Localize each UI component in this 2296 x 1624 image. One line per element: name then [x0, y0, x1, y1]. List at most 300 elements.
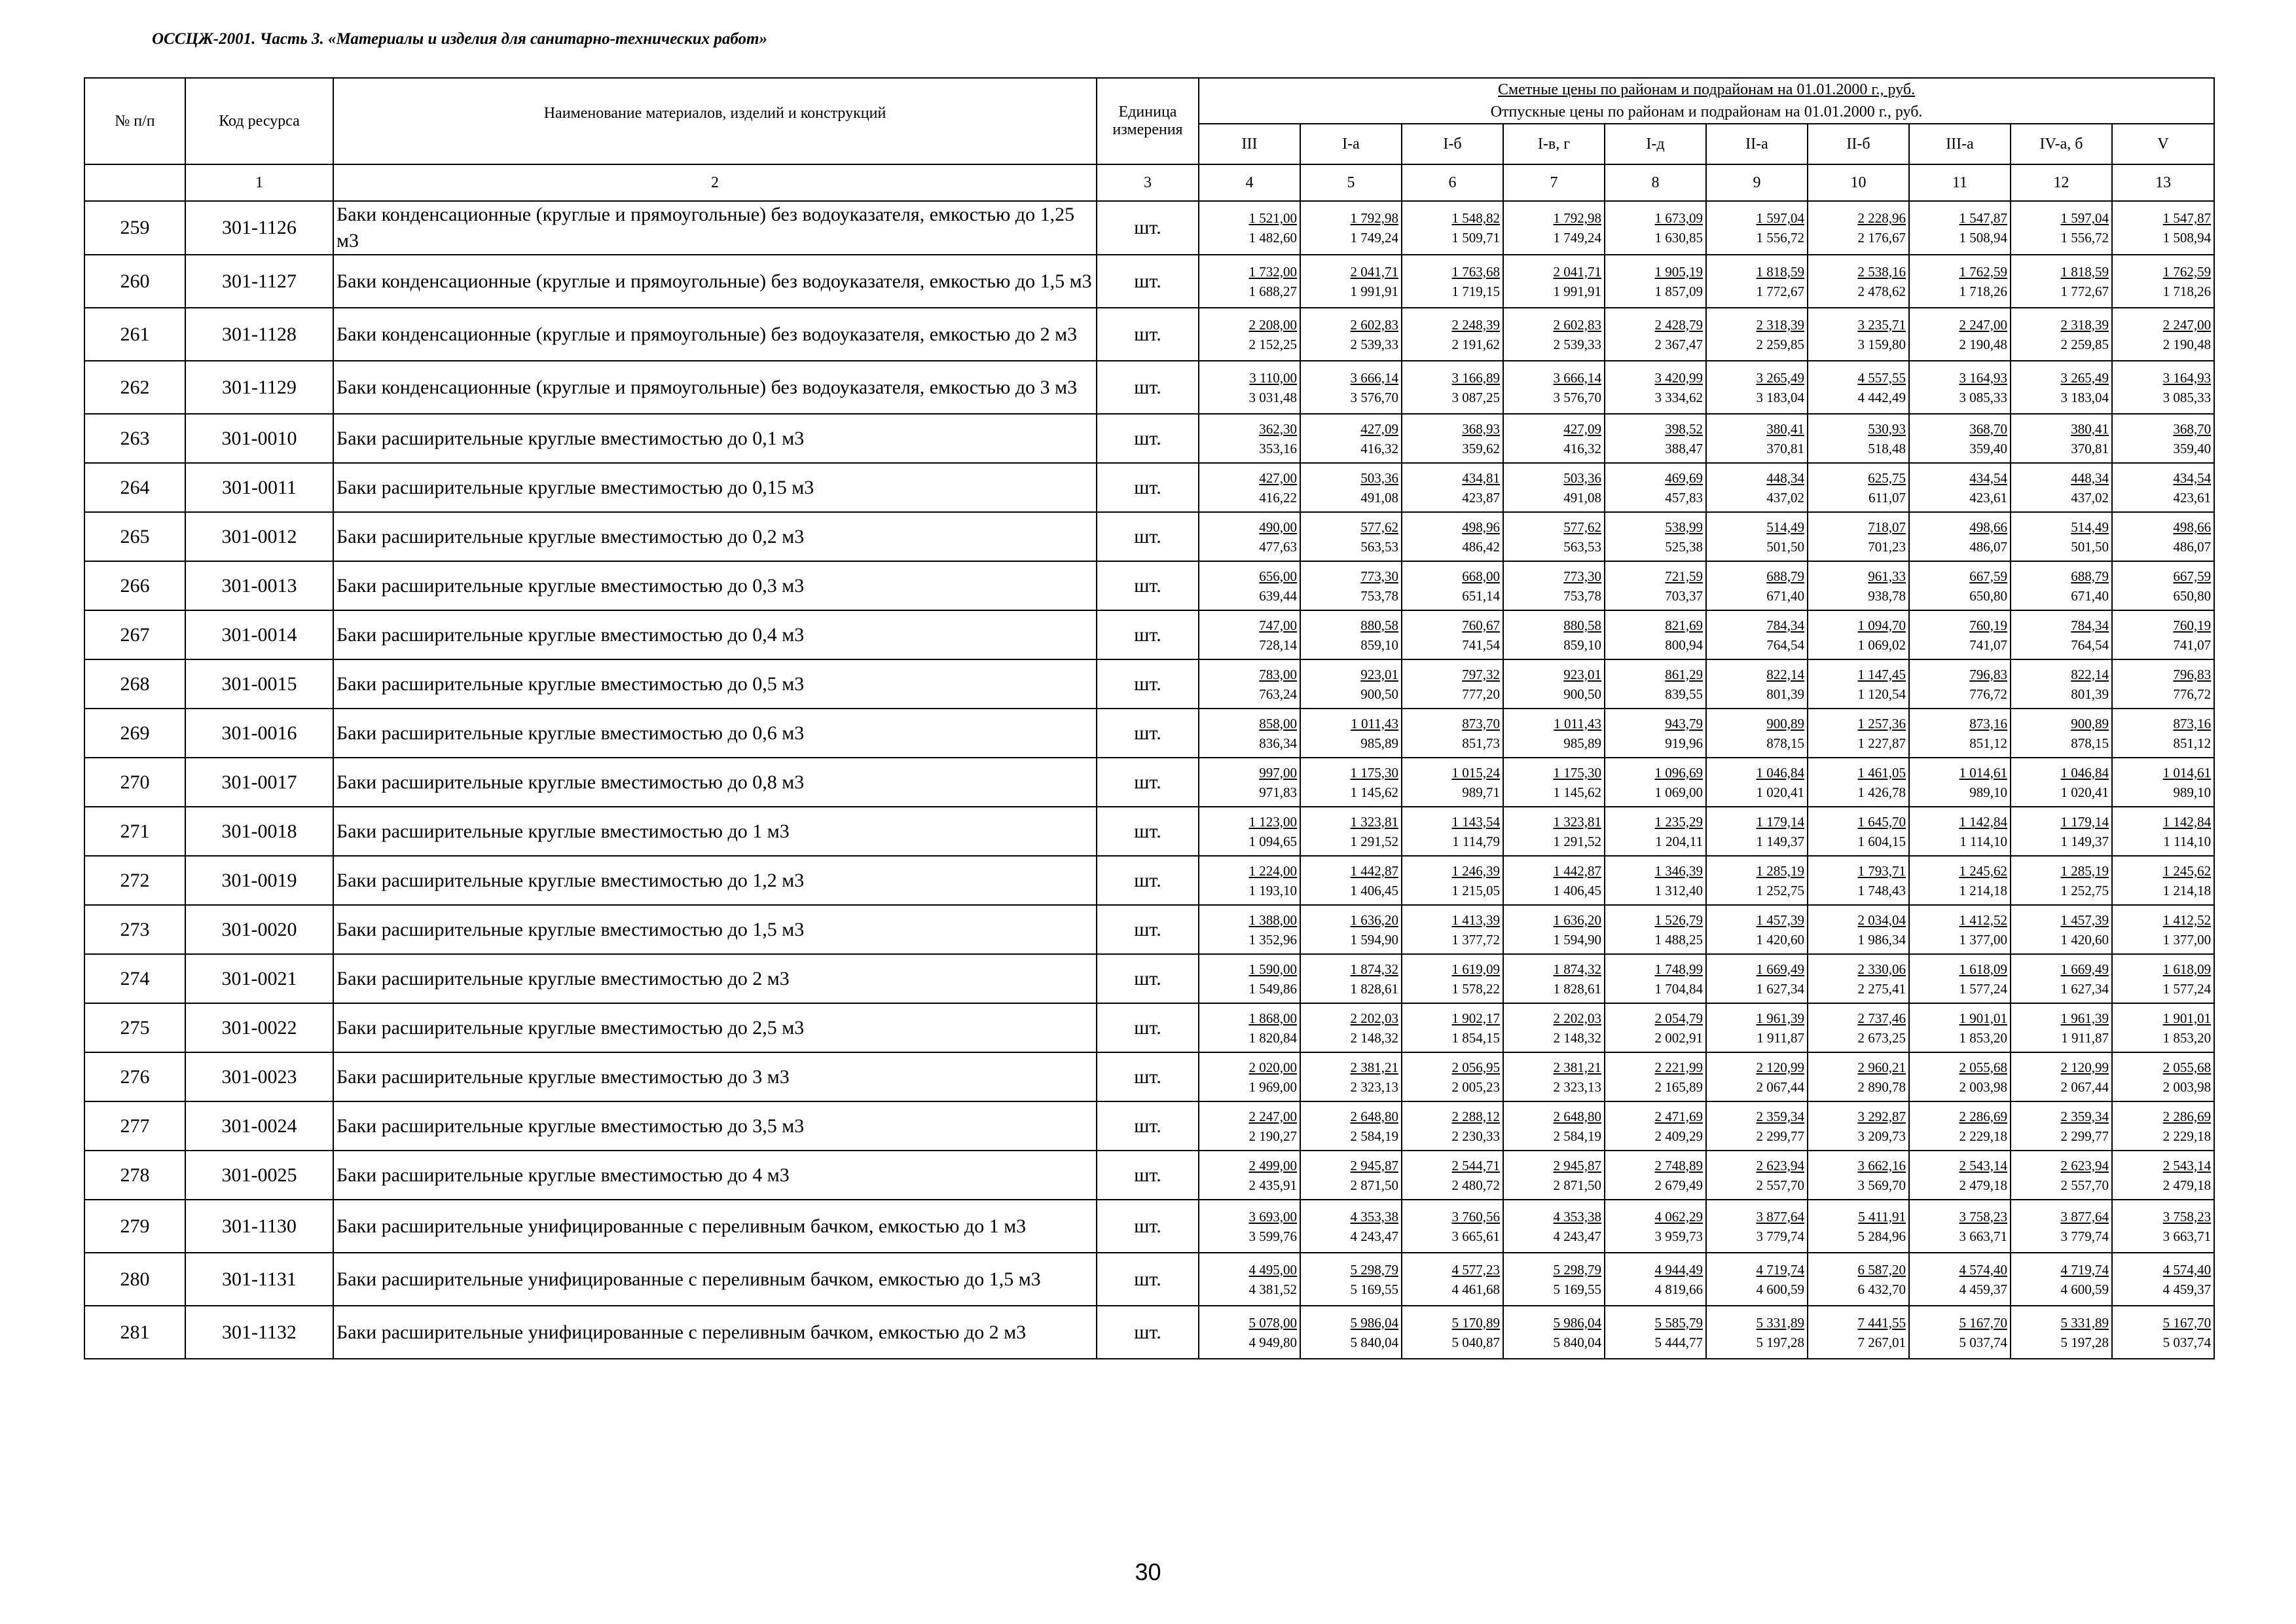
estimate-price: 3 420,99 — [1654, 369, 1703, 386]
estimate-price: 7 441,55 — [1857, 1314, 1906, 1331]
price-cell — [1402, 954, 1503, 1003]
estimate-price: 688,79 — [2071, 568, 2109, 584]
estimate-price: 1 645,70 — [1857, 813, 1906, 830]
price-cell — [1402, 361, 1503, 414]
release-price: 3 183,04 — [2060, 389, 2109, 405]
price-cell — [1199, 709, 1300, 758]
estimate-price: 2 288,12 — [1451, 1108, 1500, 1124]
price-cell — [1909, 1200, 2011, 1253]
estimate-price: 2 381,21 — [1553, 1059, 1601, 1075]
table-row — [84, 807, 2214, 856]
estimate-price: 1 412,52 — [2162, 912, 2212, 928]
estimate-price: 1 793,71 — [1857, 862, 1906, 879]
price-cell — [1909, 414, 2011, 463]
estimate-price: 1 901,01 — [1959, 1010, 2007, 1026]
release-price: 3 599,76 — [1248, 1228, 1297, 1244]
column-number: 1 — [185, 164, 333, 201]
estimate-price: 368,70 — [2173, 420, 2212, 437]
estimate-price: 4 944,49 — [1654, 1261, 1703, 1278]
release-price: 985,89 — [1360, 735, 1398, 751]
price-cell — [1402, 1151, 1503, 1200]
price-cell — [1402, 1101, 1503, 1151]
table-row — [84, 1151, 2214, 1200]
estimate-price: 1 224,00 — [1248, 862, 1297, 879]
price-cell — [1199, 1151, 1300, 1200]
release-price: 1 749,24 — [1350, 230, 1398, 246]
estimate-price: 2 471,69 — [1654, 1108, 1703, 1124]
price-cell — [2011, 1200, 2112, 1253]
header-prices — [1199, 78, 2214, 124]
price-cell — [1503, 758, 1605, 807]
release-price: 2 367,47 — [1654, 336, 1703, 352]
resource-code: 301-1129 — [185, 361, 333, 414]
item-name: Баки расширительные круглые вместимостью до 1 м3 — [333, 807, 1097, 856]
price-cell — [1605, 1306, 1706, 1359]
price-cell — [2112, 856, 2214, 905]
release-price: 6 432,70 — [1857, 1281, 1906, 1297]
price-cell — [1503, 1052, 1605, 1101]
price-cell — [1605, 201, 1706, 255]
price-cell — [2112, 1200, 2214, 1253]
table-row — [84, 1306, 2214, 1359]
estimate-price: 1 732,00 — [1248, 263, 1297, 280]
price-cell — [2112, 807, 2214, 856]
item-name: Баки конденсационные (круглые и прямоугольные) без водоуказателя, емкостью до 2 м3 — [333, 308, 1097, 361]
release-price: 919,96 — [1665, 735, 1703, 751]
release-price: 388,47 — [1665, 440, 1703, 456]
release-price: 2 871,50 — [1350, 1177, 1398, 1193]
price-cell — [1300, 308, 1402, 361]
unit-of-measure: шт. — [1097, 758, 1199, 807]
release-price: 1 820,84 — [1248, 1029, 1297, 1046]
price-cell — [1300, 1253, 1402, 1306]
release-price: 5 197,28 — [2060, 1334, 2109, 1350]
release-price: 701,23 — [1868, 538, 1906, 555]
price-cell — [2011, 308, 2112, 361]
release-price: 2 002,91 — [1654, 1029, 1703, 1046]
price-cell — [1503, 1253, 1605, 1306]
price-cell — [1199, 758, 1300, 807]
price-cell — [2011, 561, 2112, 610]
estimate-price: 498,96 — [1462, 519, 1500, 535]
price-cell — [1909, 512, 2011, 561]
estimate-price: 880,58 — [1563, 617, 1601, 633]
estimate-price: 1 412,52 — [1959, 912, 2007, 928]
release-price: 2 584,19 — [1553, 1128, 1601, 1144]
release-price: 457,83 — [1665, 489, 1703, 506]
price-cell — [1605, 709, 1706, 758]
release-price: 416,22 — [1259, 489, 1297, 506]
unit-of-measure: шт. — [1097, 856, 1199, 905]
release-price: 3 085,33 — [2162, 389, 2212, 405]
row-number: 270 — [84, 758, 185, 807]
release-price: 2 230,33 — [1451, 1128, 1500, 1144]
estimate-price: 4 574,40 — [2162, 1261, 2212, 1278]
estimate-price: 1 457,39 — [2060, 912, 2109, 928]
column-number: 8 — [1605, 164, 1706, 201]
release-price: 491,08 — [1360, 489, 1398, 506]
estimate-price: 434,81 — [1462, 470, 1500, 486]
release-price: 1 377,00 — [1959, 931, 2007, 948]
release-price: 2 259,85 — [2060, 336, 2109, 352]
release-price: 1 748,43 — [1857, 882, 1906, 898]
release-price: 1 488,25 — [1654, 931, 1703, 948]
estimate-price: 1 246,39 — [1451, 862, 1500, 879]
table-row — [84, 1253, 2214, 1306]
price-cell — [1300, 1306, 1402, 1359]
estimate-price: 4 577,23 — [1451, 1261, 1500, 1278]
price-cell — [1199, 1101, 1300, 1151]
unit-of-measure: шт. — [1097, 1253, 1199, 1306]
price-cell — [1909, 1151, 2011, 1200]
release-price: 437,02 — [1766, 489, 1804, 506]
estimate-price: 1 905,19 — [1654, 263, 1703, 280]
estimate-price: 1 179,14 — [1756, 813, 1804, 830]
estimate-price: 656,00 — [1259, 568, 1297, 584]
estimate-price: 5 298,79 — [1553, 1261, 1601, 1278]
price-cell — [1503, 561, 1605, 610]
release-price: 1 594,90 — [1553, 931, 1601, 948]
item-name: Баки расширительные круглые вместимостью до 0,8 м3 — [333, 758, 1097, 807]
estimate-price: 1 442,87 — [1350, 862, 1398, 879]
estimate-price: 1 285,19 — [2060, 862, 2109, 879]
estimate-price: 1 461,05 — [1857, 764, 1906, 781]
release-price: 4 459,37 — [1959, 1281, 2007, 1297]
release-price: 4 243,47 — [1350, 1228, 1398, 1244]
price-cell — [1300, 905, 1402, 954]
unit-of-measure: шт. — [1097, 512, 1199, 561]
estimate-price: 625,75 — [1868, 470, 1906, 486]
resource-code: 301-0015 — [185, 659, 333, 709]
release-price: 3 334,62 — [1654, 389, 1703, 405]
release-price: 1 114,10 — [2163, 833, 2212, 849]
estimate-price: 2 945,87 — [1350, 1157, 1398, 1173]
price-cell — [1402, 610, 1503, 659]
estimate-price: 1 763,68 — [1451, 263, 1500, 280]
release-price: 2 259,85 — [1756, 336, 1804, 352]
estimate-price: 858,00 — [1259, 715, 1297, 731]
price-cell — [2011, 463, 2112, 512]
price-cell — [1402, 255, 1503, 308]
price-cell — [1503, 709, 1605, 758]
release-price: 2 890,78 — [1857, 1079, 1906, 1095]
release-price: 2 299,77 — [1756, 1128, 1804, 1144]
price-cell — [1808, 463, 1909, 512]
estimate-price: 5 411,91 — [1858, 1208, 1906, 1225]
release-price: 5 197,28 — [1756, 1334, 1804, 1350]
price-cell — [1402, 1003, 1503, 1052]
release-price: 477,63 — [1259, 538, 1297, 555]
release-price: 416,32 — [1360, 440, 1398, 456]
price-cell — [1706, 561, 1808, 610]
estimate-price: 2 748,89 — [1654, 1157, 1703, 1173]
price-cell — [1402, 659, 1503, 709]
price-cell — [1909, 807, 2011, 856]
estimate-price: 773,30 — [1563, 568, 1601, 584]
item-name: Баки расширительные круглые вместимостью до 3 м3 — [333, 1052, 1097, 1101]
release-price: 4 949,80 — [1248, 1334, 1297, 1350]
release-price: 1 120,54 — [1857, 686, 1906, 702]
price-cell — [1503, 807, 1605, 856]
price-cell — [1199, 414, 1300, 463]
price-cell — [1605, 1003, 1706, 1052]
price-cell — [1300, 255, 1402, 308]
release-price: 4 819,66 — [1654, 1281, 1703, 1297]
estimate-price: 2 623,94 — [2060, 1157, 2109, 1173]
price-cell — [1199, 361, 1300, 414]
estimate-price: 503,36 — [1563, 470, 1601, 486]
header-region: III-а — [1909, 124, 2011, 164]
estimate-price: 3 758,23 — [1959, 1208, 2007, 1225]
table-row — [84, 709, 2214, 758]
estimate-price: 1 046,84 — [2060, 764, 2109, 781]
resource-code: 301-0017 — [185, 758, 333, 807]
estimate-price: 362,30 — [1259, 420, 1297, 437]
estimate-price: 3 265,49 — [2060, 369, 2109, 386]
price-cell — [1706, 1306, 1808, 1359]
release-price: 859,10 — [1360, 637, 1398, 653]
price-cell — [1909, 954, 2011, 1003]
price-cell — [1808, 758, 1909, 807]
estimate-price: 1 669,49 — [1756, 961, 1804, 977]
column-number: 3 — [1097, 164, 1199, 201]
price-cell — [1808, 361, 1909, 414]
row-number: 259 — [84, 201, 185, 255]
release-price: 989,71 — [1462, 784, 1500, 800]
estimate-price: 760,19 — [2173, 617, 2212, 633]
estimate-price: 1 323,81 — [1553, 813, 1601, 830]
release-price: 1 549,86 — [1248, 980, 1297, 997]
release-price: 486,07 — [2173, 538, 2212, 555]
estimate-price: 873,70 — [1462, 715, 1500, 731]
estimate-price: 1 673,09 — [1654, 210, 1703, 226]
estimate-price: 1 457,39 — [1756, 912, 1804, 928]
release-price: 836,34 — [1259, 735, 1297, 751]
estimate-price: 1 046,84 — [1756, 764, 1804, 781]
price-cell — [1605, 1151, 1706, 1200]
price-cell — [1503, 463, 1605, 512]
estimate-price: 2 120,99 — [1756, 1059, 1804, 1075]
release-price: 1 749,24 — [1553, 230, 1601, 246]
release-price: 1 578,22 — [1451, 980, 1500, 997]
estimate-price: 821,69 — [1665, 617, 1703, 633]
estimate-price: 469,69 — [1665, 470, 1703, 486]
resource-code: 301-0014 — [185, 610, 333, 659]
price-cell — [1199, 954, 1300, 1003]
release-price: 801,39 — [2071, 686, 2109, 702]
estimate-price: 1 874,32 — [1553, 961, 1601, 977]
estimate-price: 796,83 — [2173, 666, 2212, 682]
price-cell — [1402, 308, 1503, 361]
release-price: 1 420,60 — [1756, 931, 1804, 948]
release-price: 985,89 — [1563, 735, 1601, 751]
price-cell — [1402, 1253, 1503, 1306]
price-cell — [2011, 659, 2112, 709]
estimate-price: 1 961,39 — [2060, 1010, 2109, 1026]
table-row — [84, 856, 2214, 905]
release-price: 3 576,70 — [1553, 389, 1601, 405]
price-cell — [1808, 1306, 1909, 1359]
estimate-price: 2 499,00 — [1248, 1157, 1297, 1173]
estimate-price: 3 666,14 — [1553, 369, 1601, 386]
resource-code: 301-0021 — [185, 954, 333, 1003]
estimate-price: 3 292,87 — [1857, 1108, 1906, 1124]
estimate-price: 577,62 — [1563, 519, 1601, 535]
price-cell — [1605, 1101, 1706, 1151]
release-price: 370,81 — [2071, 440, 2109, 456]
unit-of-measure: шт. — [1097, 561, 1199, 610]
release-price: 2 539,33 — [1350, 336, 1398, 352]
estimate-price: 1 548,82 — [1451, 210, 1500, 226]
estimate-price: 2 247,00 — [1959, 316, 2007, 333]
estimate-price: 1 015,24 — [1451, 764, 1500, 781]
price-cell — [2011, 1003, 2112, 1052]
estimate-price: 718,07 — [1868, 519, 1906, 535]
release-price: 3 031,48 — [1248, 389, 1297, 405]
release-price: 776,72 — [2173, 686, 2212, 702]
release-price: 1 149,37 — [1756, 833, 1804, 849]
price-cell — [1402, 512, 1503, 561]
estimate-price: 4 495,00 — [1248, 1261, 1297, 1278]
estimate-price: 1 762,59 — [2162, 263, 2212, 280]
release-price: 3 087,25 — [1451, 389, 1500, 405]
estimate-price: 688,79 — [1766, 568, 1804, 584]
price-cell — [1706, 255, 1808, 308]
estimate-price: 1 521,00 — [1248, 210, 1297, 226]
estimate-price: 1 619,09 — [1451, 961, 1500, 977]
release-price: 741,07 — [2173, 637, 2212, 653]
estimate-price: 368,70 — [1969, 420, 2007, 437]
price-cell — [2011, 201, 2112, 255]
price-cell — [1199, 1003, 1300, 1052]
item-name: Баки расширительные круглые вместимостью до 1,5 м3 — [333, 905, 1097, 954]
estimate-price: 2 247,00 — [2162, 316, 2212, 333]
release-price: 5 169,55 — [1553, 1281, 1601, 1297]
unit-of-measure: шт. — [1097, 201, 1199, 255]
row-number: 261 — [84, 308, 185, 361]
price-cell — [1503, 659, 1605, 709]
release-price: 703,37 — [1665, 587, 1703, 604]
row-number: 266 — [84, 561, 185, 610]
release-price: 1 508,94 — [2162, 230, 2212, 246]
release-price: 1 627,34 — [1756, 980, 1804, 997]
row-number: 273 — [84, 905, 185, 954]
price-cell — [1300, 1052, 1402, 1101]
price-cell — [1909, 905, 2011, 954]
price-cell — [2011, 1151, 2112, 1200]
estimate-price: 873,16 — [2173, 715, 2212, 731]
estimate-price: 1 792,98 — [1350, 210, 1398, 226]
unit-of-measure: шт. — [1097, 610, 1199, 659]
resource-code: 301-0025 — [185, 1151, 333, 1200]
table-row — [84, 308, 2214, 361]
header-region: II-а — [1706, 124, 1808, 164]
release-price: 423,61 — [1969, 489, 2007, 506]
release-price: 2 067,44 — [1756, 1079, 1804, 1095]
estimate-price: 4 719,74 — [2060, 1261, 2109, 1278]
estimate-price: 1 792,98 — [1553, 210, 1601, 226]
row-number: 268 — [84, 659, 185, 709]
price-cell — [1808, 856, 1909, 905]
release-price: 1 252,75 — [1756, 882, 1804, 898]
price-cell — [1199, 610, 1300, 659]
resource-code: 301-0018 — [185, 807, 333, 856]
release-price: 1 094,65 — [1248, 833, 1297, 849]
release-price: 5 040,87 — [1451, 1334, 1500, 1350]
price-cell — [2112, 1052, 2214, 1101]
release-price: 4 381,52 — [1248, 1281, 1297, 1297]
price-cell — [1402, 414, 1503, 463]
release-price: 1 556,72 — [2060, 230, 2109, 246]
release-price: 1 577,24 — [1959, 980, 2007, 997]
estimate-price: 796,83 — [1969, 666, 2007, 682]
release-price: 2 323,13 — [1553, 1079, 1601, 1095]
price-cell — [1605, 361, 1706, 414]
release-price: 989,10 — [1969, 784, 2007, 800]
release-price: 2 190,27 — [1248, 1128, 1297, 1144]
estimate-price: 3 877,64 — [1756, 1208, 1804, 1225]
estimate-price: 5 331,89 — [2060, 1314, 2109, 1331]
unit-of-measure: шт. — [1097, 463, 1199, 512]
release-price: 2 299,77 — [2060, 1128, 2109, 1144]
price-cell — [1199, 201, 1300, 255]
estimate-price: 2 602,83 — [1350, 316, 1398, 333]
release-price: 1 509,71 — [1451, 230, 1500, 246]
price-cell — [1808, 709, 1909, 758]
price-cell — [1909, 1052, 2011, 1101]
row-number: 279 — [84, 1200, 185, 1253]
price-cell — [1199, 463, 1300, 512]
row-number: 278 — [84, 1151, 185, 1200]
item-name: Баки расширительные круглые вместимостью до 0,6 м3 — [333, 709, 1097, 758]
header-num: № п/п — [84, 78, 185, 164]
item-name: Баки расширительные круглые вместимостью до 2 м3 — [333, 954, 1097, 1003]
price-cell — [1605, 308, 1706, 361]
release-price: 1 719,15 — [1451, 283, 1500, 299]
estimate-price: 1 442,87 — [1553, 862, 1601, 879]
release-price: 3 959,73 — [1654, 1228, 1703, 1244]
price-cell — [1402, 1052, 1503, 1101]
estimate-price: 667,59 — [2173, 568, 2212, 584]
release-price: 3 779,74 — [2060, 1228, 2109, 1244]
estimate-price: 2 054,79 — [1654, 1010, 1703, 1026]
release-price: 1 352,96 — [1248, 931, 1297, 948]
estimate-price: 2 034,04 — [1857, 912, 1906, 928]
estimate-price: 773,30 — [1360, 568, 1398, 584]
price-cell — [1605, 807, 1706, 856]
price-cell — [1402, 201, 1503, 255]
release-price: 3 183,04 — [1756, 389, 1804, 405]
release-price: 2 148,32 — [1350, 1029, 1398, 1046]
row-number: 275 — [84, 1003, 185, 1052]
resource-code: 301-0019 — [185, 856, 333, 905]
release-price: 5 840,04 — [1350, 1334, 1398, 1350]
release-price: 1 204,11 — [1655, 833, 1703, 849]
release-price: 763,24 — [1259, 686, 1297, 702]
estimate-price: 747,00 — [1259, 617, 1297, 633]
column-number: 6 — [1402, 164, 1503, 201]
estimate-price: 514,49 — [2071, 519, 2109, 535]
release-price: 764,54 — [1766, 637, 1804, 653]
estimate-price: 1 597,04 — [1756, 210, 1804, 226]
release-price: 2 148,32 — [1553, 1029, 1601, 1046]
release-price: 776,72 — [1969, 686, 2007, 702]
column-number: 11 — [1909, 164, 2011, 201]
estimate-price: 943,79 — [1665, 715, 1703, 731]
release-price: 800,94 — [1665, 637, 1703, 653]
price-cell — [1300, 758, 1402, 807]
resource-code: 301-0020 — [185, 905, 333, 954]
